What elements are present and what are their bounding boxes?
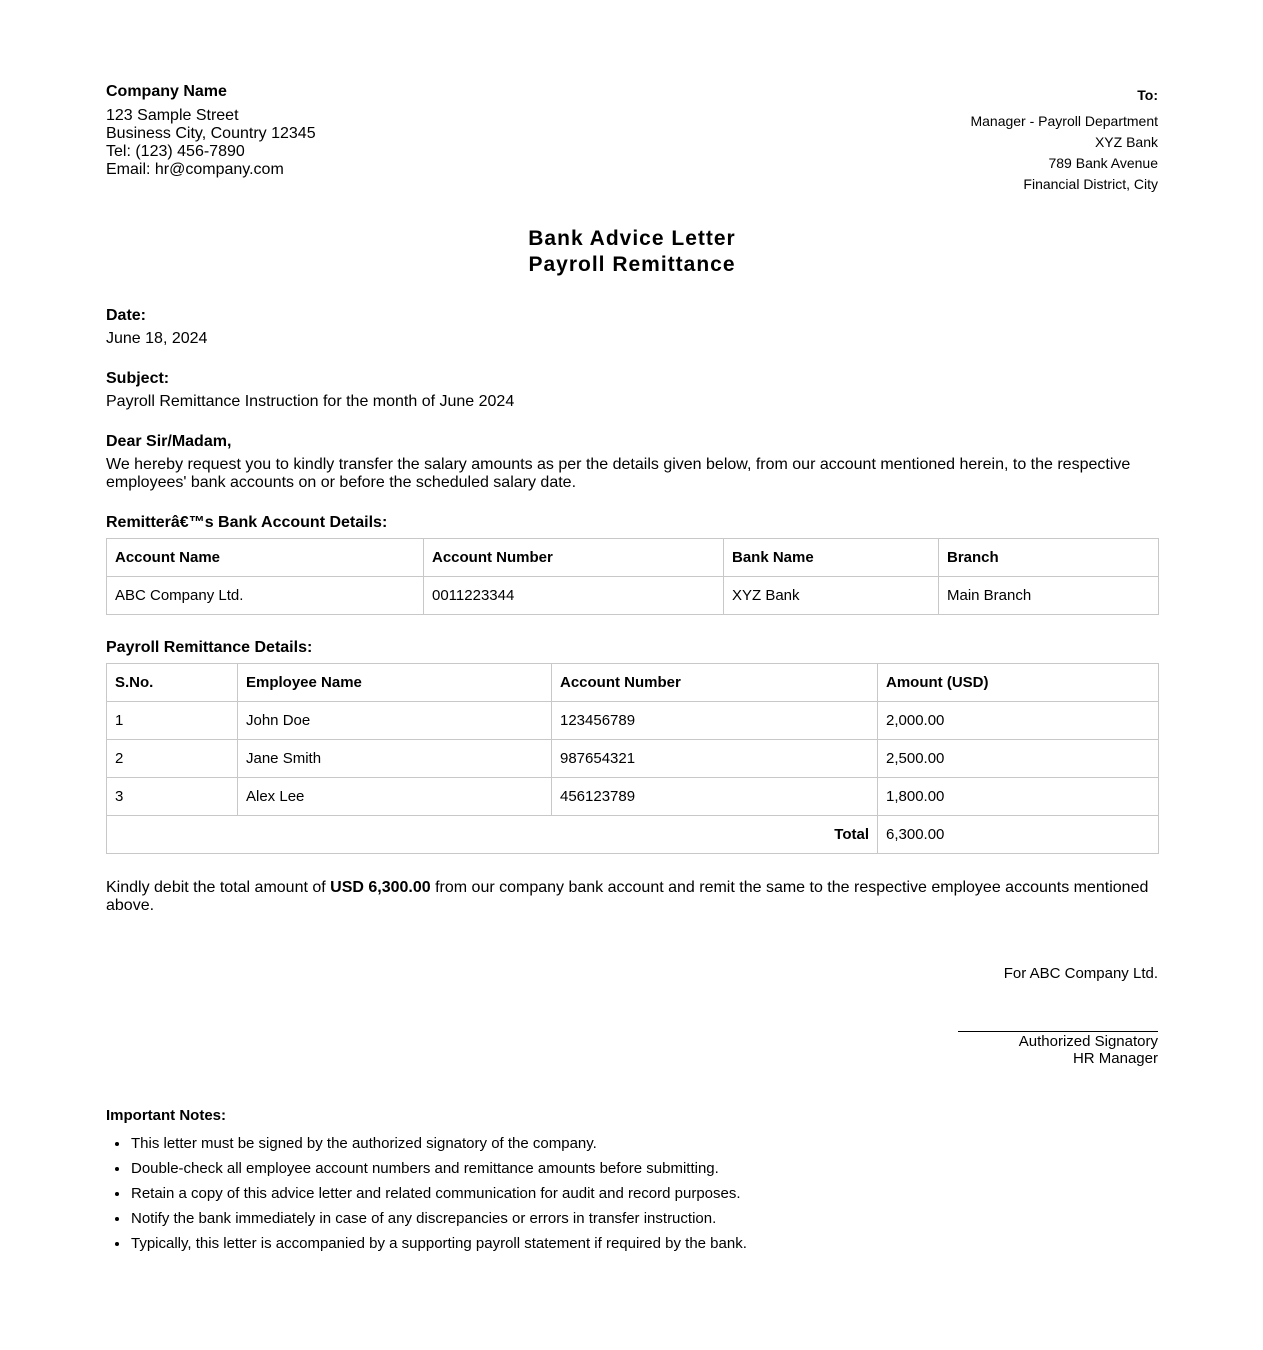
closing-prefix: Kindly debit the total amount of xyxy=(106,879,331,896)
sender-tel: Tel: (123) 456-7890 xyxy=(106,143,245,160)
table-row xyxy=(107,702,1159,740)
list-item: • Typically, this letter is accompanied by a supporting payroll statement if required by the bank. xyxy=(130,1231,747,1256)
signature-line xyxy=(958,1031,1158,1032)
total-value: 6,300.00 xyxy=(878,816,1159,854)
table-row xyxy=(107,778,1159,816)
list-item: • Retain a copy of this advice letter and related communication for audit and record purposes. xyxy=(130,1181,747,1206)
payroll-section-title: Payroll Remittance Details: xyxy=(106,639,313,656)
signatory-role: HR Manager xyxy=(1072,1050,1158,1067)
column-header: Account Name xyxy=(107,539,424,577)
notes-list xyxy=(106,1131,747,1256)
table-cell: 3 xyxy=(107,778,238,816)
list-item: • Double-check all employee account numbers and remittance amounts before submitting. xyxy=(130,1156,747,1181)
for-company: For ABC Company Ltd. xyxy=(1003,965,1158,982)
table-row xyxy=(107,740,1159,778)
remitter-section-title: Remitterâ€™s Bank Account Details: xyxy=(106,514,388,531)
list-item: • Notify the bank immediately in case of any discrepancies or errors in transfer instruction. xyxy=(130,1206,747,1231)
sender-city: Business City, Country 12345 xyxy=(106,125,316,142)
table-cell: Jane Smith xyxy=(238,740,552,778)
table-cell: 123456789 xyxy=(552,702,878,740)
recipient-line: Financial District, City xyxy=(1023,176,1158,192)
closing-suffix: from our company bank account and remit the same to the respective employee accounts mentioned above. xyxy=(106,879,1149,914)
payroll-remittance-table xyxy=(106,663,1159,854)
column-header: Account Number xyxy=(424,539,724,577)
sender-street: 123 Sample Street xyxy=(106,107,239,124)
table-cell: 2,500.00 xyxy=(878,740,1159,778)
column-header: Account Number xyxy=(552,664,878,702)
column-header: S.No. xyxy=(107,664,238,702)
table-header-row xyxy=(107,664,1159,702)
subject-block xyxy=(106,370,1158,411)
table-cell: 1 xyxy=(107,702,238,740)
title-line-2: Payroll Remittance xyxy=(528,253,736,276)
salutation-greeting: Dear Sir/Madam, xyxy=(106,433,232,450)
recipient-line: 789 Bank Avenue xyxy=(1048,155,1158,171)
table-cell: 987654321 xyxy=(552,740,878,778)
notes-title: Important Notes: xyxy=(106,1107,226,1124)
table-cell: Main Branch xyxy=(939,577,1159,615)
signatory-block xyxy=(1019,1033,1158,1067)
sender-company-name: Company Name xyxy=(106,83,227,100)
signatory-title: Authorized Signatory xyxy=(1018,1033,1158,1050)
table-cell: 1,800.00 xyxy=(878,778,1159,816)
table-cell: 0011223344 xyxy=(424,577,724,615)
recipient-line: XYZ Bank xyxy=(1094,134,1158,150)
remitter-account-table xyxy=(106,538,1159,615)
letter-header xyxy=(106,83,1158,193)
salutation-body: We hereby request you to kindly transfer the salary amounts as per the details given below, from our account mentioned herein, to the respective employees' bank accounts on or before the scheduled salary date. xyxy=(106,456,1131,491)
column-header: Branch xyxy=(939,539,1159,577)
subject-label: Subject: xyxy=(106,370,170,387)
date-block xyxy=(106,307,1158,348)
recipient-line: Manager - Payroll Department xyxy=(970,113,1158,129)
recipient-to-label: To: xyxy=(1137,87,1158,103)
title-line-1: Bank Advice Letter xyxy=(528,227,736,250)
sender-email: Email: hr@company.com xyxy=(106,161,284,178)
total-label: Total xyxy=(107,816,878,854)
table-header-row xyxy=(107,539,1159,577)
table-cell: 2 xyxy=(107,740,238,778)
table-row xyxy=(107,577,1159,615)
subject-value: Payroll Remittance Instruction for the month of June 2024 xyxy=(106,393,515,410)
table-cell: ABC Company Ltd. xyxy=(107,577,424,615)
recipient-address xyxy=(970,85,1158,195)
sender-address xyxy=(106,83,316,179)
table-cell: John Doe xyxy=(238,702,552,740)
list-item: • This letter must be signed by the authorized signatory of the company. xyxy=(130,1131,747,1156)
letter-title xyxy=(106,226,1158,278)
table-cell: 456123789 xyxy=(552,778,878,816)
date-label: Date: xyxy=(106,307,147,324)
closing-paragraph xyxy=(106,879,1158,915)
salutation-block xyxy=(106,433,1158,492)
table-cell: 2,000.00 xyxy=(878,702,1159,740)
table-cell: XYZ Bank xyxy=(724,577,939,615)
total-row xyxy=(107,816,1159,854)
column-header: Amount (USD) xyxy=(878,664,1159,702)
column-header: Employee Name xyxy=(238,664,552,702)
date-value: June 18, 2024 xyxy=(106,330,208,347)
column-header: Bank Name xyxy=(724,539,939,577)
closing-amount: USD 6,300.00 xyxy=(330,879,431,896)
table-cell: Alex Lee xyxy=(238,778,552,816)
